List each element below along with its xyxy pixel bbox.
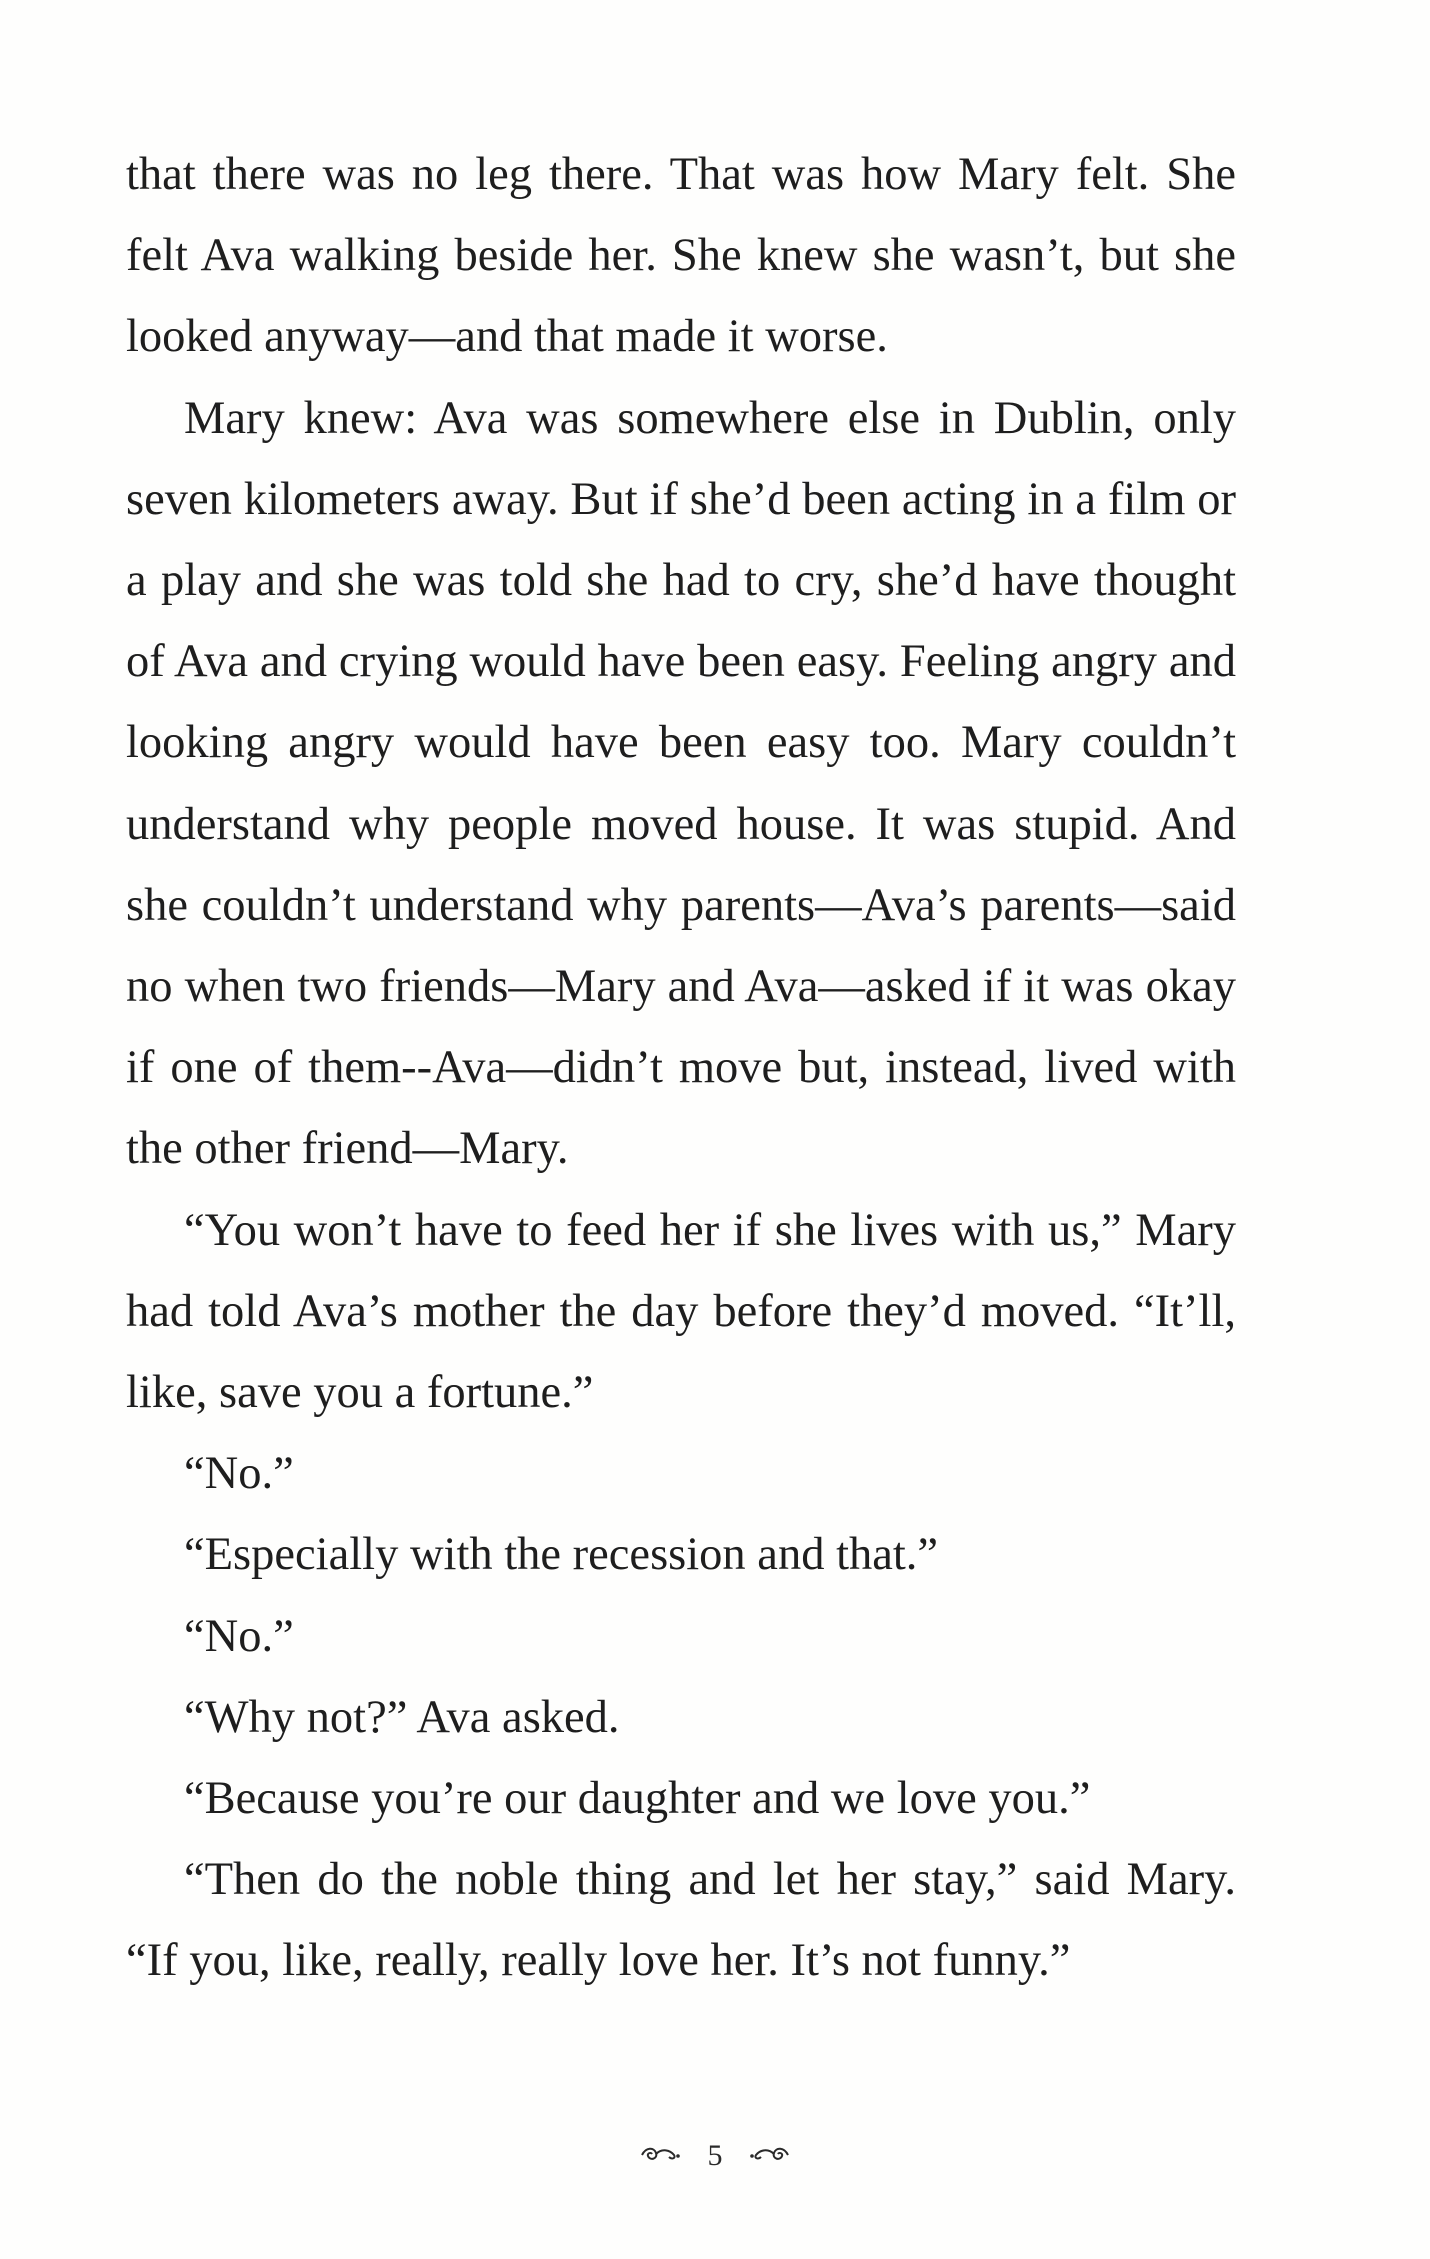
paragraph-5: “Especially with the recession and that.” — [184, 1529, 939, 1581]
paragraph-7: “Why not?” Ava asked. — [184, 1691, 620, 1743]
paragraph-2: Mary knew: Ava was somewhere else in Dublin, only seven kilometers away. But if she’d been acting in a film or a play and she was told she had to cry, she’d have thought of Ava and crying would have been easy. Feeling angry and looking angry would have been easy too. Mary couldn’t understand why people moved house. It was stupid. And she couldn’t understand why parents—Ava’s parents—said no when two friends—Mary and Ava—asked if it was okay if one of them--Ava—didn’t move but, instead, lived with the other friend—Mary. — [126, 392, 1236, 1175]
paragraph-4: “No.” — [184, 1448, 294, 1500]
paragraph-3: “You won’t have to feed her if she lives with us,” Mary had told Ava’s mother the day before they’d moved. “It’ll, like, save you a fortune.” — [126, 1204, 1236, 1419]
body-text — [126, 134, 1236, 2002]
paragraph-6: “No.” — [184, 1610, 294, 1662]
page-folio — [0, 2134, 1430, 2176]
flourish-left-icon — [638, 2136, 682, 2176]
paragraph-8: “Because you’re our daughter and we love you.” — [184, 1773, 1091, 1825]
flourish-right-icon — [748, 2136, 792, 2176]
paragraph-1: that there was no leg there. That was how Mary felt. She felt Ava walking beside her. She knew she wasn’t, but she looked anyway—and that made it worse. — [126, 149, 1236, 363]
page-number: 5 — [707, 2139, 723, 2173]
paragraph-9: “Then do the noble thing and let her stay,” said Mary. “If you, like, really, really love her. It’s not funny.” — [126, 1854, 1236, 1987]
